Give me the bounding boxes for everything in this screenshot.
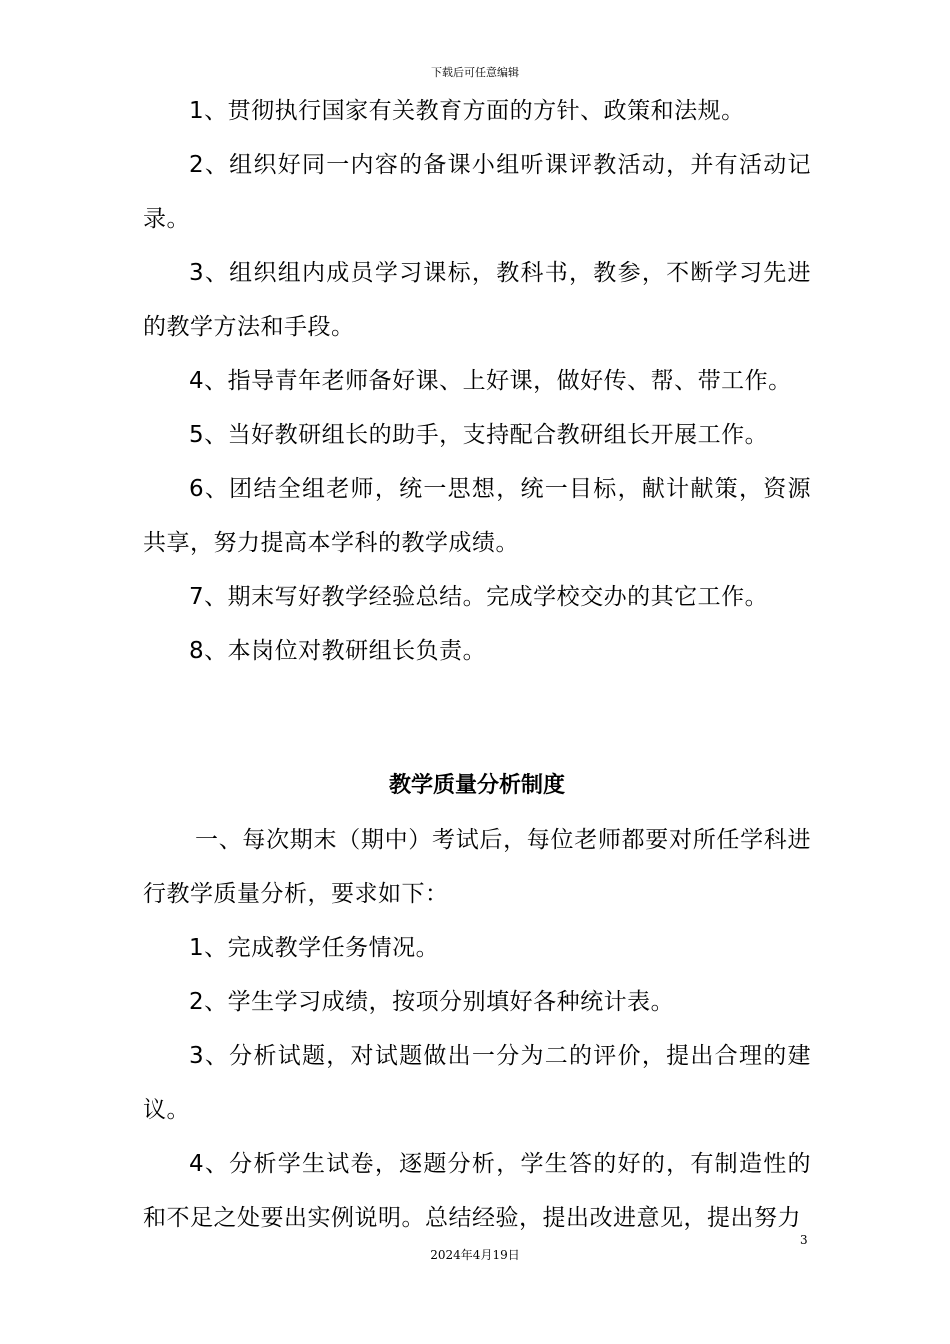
analysis-item-1: 1、完成教学任务情况。	[189, 935, 440, 961]
section-spacer	[143, 678, 811, 759]
duty-item-4: 4、指导青年老师备好课、上好课，做好传、帮、带工作。	[189, 368, 792, 394]
duty-item-6: 6、团结全组老师，统一思想，统一目标，献计献策，资源共享，努力提高本学科的教学成绩。	[143, 476, 811, 556]
section-title: 教学质量分析制度	[388, 773, 565, 798]
duty-item-1: 1、贯彻执行国家有关教育方面的方针、政策和法规。	[189, 98, 745, 124]
analysis-item-4: 4、分析学生试卷，逐题分析，学生答的好的，有制造性的和不足之处要出实例说明。总结经验，提出改进意见，提出努力	[143, 1151, 811, 1231]
duty-item-2: 2、组织好同一内容的备课小组听课评教活动，并有活动记录。	[143, 152, 811, 232]
duty-item-7: 7、期末写好教学经验总结。完成学校交办的其它工作。	[189, 584, 769, 610]
analysis-intro: 一、每次期末（期中）考试后，每位老师都要对所任学科进行教学质量分析，要求如下：	[143, 827, 811, 907]
duty-item-3: 3、组织组内成员学习课标，教科书，教参，不断学习先进的教学方法和手段。	[143, 260, 811, 340]
analysis-item-3: 3、分析试题，对试题做出一分为二的评价，提出合理的建议。	[143, 1043, 811, 1123]
page-header: 下载后可任意编辑	[431, 66, 519, 79]
duty-item-5: 5、当好教研组长的助手，支持配合教研组长开展工作。	[189, 422, 769, 448]
footer-date: 2024年4月19日	[430, 1248, 520, 1262]
duty-item-8: 8、本岗位对教研组长负责。	[189, 638, 487, 664]
analysis-item-2: 2、学生学习成绩，按项分别填好各种统计表。	[189, 989, 675, 1015]
page-number: 3	[800, 1233, 808, 1247]
document-body	[143, 84, 811, 1245]
